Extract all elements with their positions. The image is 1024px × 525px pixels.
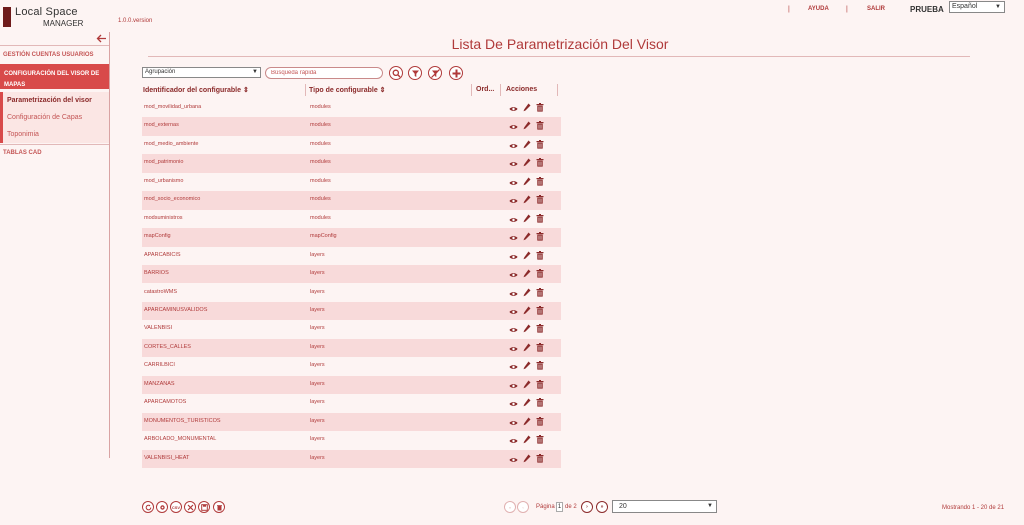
column-header-id[interactable] bbox=[143, 86, 249, 94]
eye-icon bbox=[509, 99, 518, 117]
pencil-icon bbox=[523, 376, 531, 394]
table-row[interactable] bbox=[142, 413, 561, 431]
trash-icon bbox=[536, 265, 544, 283]
page-size-value: 20 bbox=[619, 503, 627, 510]
trash-icon bbox=[536, 228, 544, 246]
filter-button[interactable] bbox=[408, 66, 422, 80]
view-button[interactable] bbox=[508, 288, 518, 298]
app-title: Local Space bbox=[15, 6, 78, 18]
trash-icon bbox=[536, 210, 544, 228]
divider bbox=[0, 45, 109, 46]
sidebar-subitem-viewer-params[interactable]: Parametrización del visor bbox=[0, 92, 109, 109]
view-button[interactable] bbox=[508, 195, 518, 205]
table-row[interactable] bbox=[142, 228, 561, 246]
row-type: layers bbox=[310, 306, 325, 313]
eye-icon bbox=[509, 154, 518, 172]
view-button[interactable] bbox=[508, 232, 518, 242]
delete-button[interactable] bbox=[535, 158, 545, 168]
trash-icon bbox=[536, 136, 544, 154]
eye-icon bbox=[509, 339, 518, 357]
row-type: layers bbox=[310, 454, 325, 461]
edit-button[interactable] bbox=[522, 121, 532, 131]
table-row[interactable] bbox=[142, 320, 561, 338]
row-identifier: catastroWMS bbox=[144, 288, 178, 295]
pencil-icon bbox=[523, 357, 531, 375]
delete-button[interactable] bbox=[535, 288, 545, 298]
trash-icon bbox=[536, 357, 544, 375]
table-row[interactable] bbox=[142, 302, 561, 320]
delete-button[interactable] bbox=[535, 232, 545, 242]
page-total: de 2 bbox=[565, 504, 577, 510]
view-button[interactable] bbox=[508, 214, 518, 224]
trash-icon bbox=[536, 191, 544, 209]
table-row[interactable] bbox=[142, 265, 561, 283]
app-version: 1.0.0.version bbox=[118, 18, 153, 24]
column-divider bbox=[471, 84, 472, 96]
view-button[interactable] bbox=[508, 251, 518, 261]
view-button[interactable] bbox=[508, 121, 518, 131]
search-button[interactable] bbox=[389, 66, 403, 80]
plus-icon bbox=[452, 69, 461, 78]
row-type: modules bbox=[310, 159, 331, 166]
save-button[interactable] bbox=[198, 501, 210, 513]
row-identifier: mod_externas bbox=[144, 122, 179, 129]
column-divider bbox=[305, 84, 306, 96]
table-row[interactable] bbox=[142, 210, 561, 228]
pencil-icon bbox=[523, 136, 531, 154]
row-type: modules bbox=[310, 214, 331, 221]
current-user: PRUEBA bbox=[910, 5, 944, 14]
eye-icon bbox=[509, 136, 518, 154]
column-header-id-label: Identificador del configurable bbox=[143, 87, 242, 94]
edit-button[interactable] bbox=[522, 177, 532, 187]
eye-icon bbox=[509, 413, 518, 431]
trash-icon bbox=[536, 302, 544, 320]
column-header-type-label: Tipo de configurable bbox=[309, 87, 378, 94]
sidebar-subitem-layers-config[interactable]: Configuración de Capas bbox=[0, 109, 109, 126]
table-row[interactable] bbox=[142, 376, 561, 394]
delete-button[interactable] bbox=[535, 121, 545, 131]
pencil-icon bbox=[523, 191, 531, 209]
table-row[interactable] bbox=[142, 247, 561, 265]
delete-button[interactable] bbox=[535, 177, 545, 187]
row-identifier: MONUMENTOS_TURISTICOS bbox=[144, 417, 221, 424]
row-type: layers bbox=[310, 436, 325, 443]
delete-button[interactable] bbox=[535, 140, 545, 150]
pencil-icon bbox=[523, 247, 531, 265]
trash-icon bbox=[536, 431, 544, 449]
view-button[interactable] bbox=[508, 343, 518, 353]
row-type: modules bbox=[310, 140, 331, 147]
sidebar-subitem-toponymy[interactable]: Toponimia bbox=[0, 126, 109, 143]
language-value: Español bbox=[952, 3, 978, 10]
row-identifier: CARRILBICI bbox=[144, 362, 175, 369]
eye-icon bbox=[509, 320, 518, 338]
column-header-order[interactable]: Ord... bbox=[476, 86, 495, 93]
edit-button[interactable] bbox=[522, 435, 532, 445]
refresh-button[interactable] bbox=[142, 501, 154, 513]
row-type: modules bbox=[310, 104, 331, 110]
eye-icon bbox=[509, 265, 518, 283]
view-button[interactable] bbox=[508, 454, 518, 464]
column-header-actions: Acciones bbox=[506, 86, 538, 93]
eye-icon bbox=[509, 173, 518, 191]
pencil-icon bbox=[523, 431, 531, 449]
trash-icon bbox=[536, 284, 544, 302]
export-csv-button[interactable]: CSV bbox=[170, 501, 182, 513]
view-button[interactable] bbox=[508, 269, 518, 279]
delete-button[interactable] bbox=[535, 214, 545, 224]
row-type: layers bbox=[310, 380, 325, 387]
table-row[interactable] bbox=[142, 154, 561, 172]
edit-button[interactable] bbox=[522, 140, 532, 150]
row-type: layers bbox=[310, 343, 325, 350]
view-button[interactable] bbox=[508, 177, 518, 187]
clear-filter-button[interactable] bbox=[428, 66, 442, 80]
row-identifier: APARCABICIS bbox=[144, 251, 181, 258]
eye-icon bbox=[509, 284, 518, 302]
divider bbox=[0, 144, 109, 145]
row-identifier: APARCAMOTOS bbox=[144, 399, 187, 406]
trash-icon bbox=[536, 99, 544, 117]
row-identifier: mod_movilidad_urbana bbox=[144, 104, 202, 110]
row-identifier: BARRIOS bbox=[144, 270, 169, 277]
pencil-icon bbox=[523, 413, 531, 431]
row-identifier: mapConfig bbox=[144, 233, 171, 240]
pencil-icon bbox=[523, 99, 531, 117]
gear-icon bbox=[159, 504, 166, 511]
eye-icon bbox=[509, 247, 518, 265]
header-separator: | bbox=[846, 6, 848, 13]
row-type: layers bbox=[310, 362, 325, 369]
pencil-icon bbox=[523, 339, 531, 357]
edit-button[interactable] bbox=[522, 214, 532, 224]
row-type: mapConfig bbox=[310, 233, 337, 240]
table-row[interactable] bbox=[142, 450, 561, 468]
eye-icon bbox=[509, 357, 518, 375]
row-identifier: VALENBISI_HEAT bbox=[144, 454, 190, 461]
chevron-down-icon: ▼ bbox=[707, 503, 713, 509]
view-button[interactable] bbox=[508, 435, 518, 445]
app-subtitle: MANAGER bbox=[43, 19, 84, 28]
edit-button[interactable] bbox=[522, 417, 532, 427]
delete-button[interactable] bbox=[535, 435, 545, 445]
delete-button[interactable] bbox=[535, 269, 545, 279]
table-row[interactable] bbox=[142, 394, 561, 412]
delete-all-button[interactable] bbox=[213, 501, 225, 513]
eye-icon bbox=[509, 394, 518, 412]
edit-button[interactable] bbox=[522, 288, 532, 298]
view-button[interactable] bbox=[508, 324, 518, 334]
row-type: layers bbox=[310, 270, 325, 277]
sidebar bbox=[0, 32, 110, 458]
page-size-select[interactable] bbox=[612, 500, 717, 513]
edit-button[interactable] bbox=[522, 251, 532, 261]
row-identifier: mod_patrimonio bbox=[144, 159, 184, 166]
trash-icon bbox=[536, 173, 544, 191]
pencil-icon bbox=[523, 284, 531, 302]
row-type: layers bbox=[310, 251, 325, 258]
delete-button[interactable] bbox=[535, 251, 545, 261]
grouping-value: Agrupación bbox=[145, 69, 176, 75]
row-type: layers bbox=[310, 288, 325, 295]
edit-button[interactable] bbox=[522, 232, 532, 242]
view-button[interactable] bbox=[508, 417, 518, 427]
eye-icon bbox=[509, 228, 518, 246]
prev-page-button[interactable]: ‹ bbox=[517, 501, 529, 513]
delete-button[interactable] bbox=[535, 343, 545, 353]
excel-icon bbox=[187, 504, 194, 511]
chevron-down-icon: ▼ bbox=[252, 69, 258, 75]
trash-icon bbox=[216, 504, 223, 511]
sort-icon: ⇕ bbox=[242, 87, 249, 94]
search-icon bbox=[392, 69, 401, 78]
page-title: Lista De Parametrización Del Visor bbox=[451, 36, 669, 52]
grouping-select[interactable] bbox=[142, 67, 261, 78]
row-identifier: mod_socio_economico bbox=[144, 196, 201, 203]
edit-button[interactable] bbox=[522, 343, 532, 353]
eye-icon bbox=[509, 431, 518, 449]
view-button[interactable] bbox=[508, 306, 518, 316]
column-header-type[interactable] bbox=[309, 86, 386, 94]
pencil-icon bbox=[523, 228, 531, 246]
view-button[interactable] bbox=[508, 140, 518, 150]
edit-button[interactable] bbox=[522, 103, 532, 113]
row-type: modules bbox=[310, 122, 331, 129]
edit-button[interactable] bbox=[522, 306, 532, 316]
eye-icon bbox=[509, 302, 518, 320]
row-type: modules bbox=[310, 177, 331, 184]
trash-icon bbox=[536, 394, 544, 412]
edit-button[interactable] bbox=[522, 324, 532, 334]
pencil-icon bbox=[523, 320, 531, 338]
header-separator: | bbox=[788, 6, 790, 13]
eye-icon bbox=[509, 210, 518, 228]
row-identifier: CORTES_CALLES bbox=[144, 343, 191, 350]
table-row[interactable] bbox=[142, 357, 561, 375]
delete-button[interactable] bbox=[535, 324, 545, 334]
trash-icon bbox=[536, 339, 544, 357]
delete-button[interactable] bbox=[535, 306, 545, 316]
edit-button[interactable] bbox=[522, 361, 532, 371]
table-row[interactable] bbox=[142, 191, 561, 209]
add-button[interactable] bbox=[449, 66, 463, 80]
eye-icon bbox=[509, 450, 518, 468]
page-label: Página bbox=[536, 504, 555, 510]
pencil-icon bbox=[523, 210, 531, 228]
view-button[interactable] bbox=[508, 361, 518, 371]
view-button[interactable] bbox=[508, 158, 518, 168]
divider bbox=[148, 56, 970, 57]
trash-icon bbox=[536, 450, 544, 468]
trash-icon bbox=[536, 117, 544, 135]
pencil-icon bbox=[523, 302, 531, 320]
pencil-icon bbox=[523, 173, 531, 191]
table-row[interactable] bbox=[142, 339, 561, 357]
filter-icon bbox=[411, 69, 420, 78]
filter-off-icon bbox=[431, 69, 440, 78]
edit-button[interactable] bbox=[522, 398, 532, 408]
row-identifier: APARCAMINUSVALIDOS bbox=[144, 306, 208, 313]
row-type: layers bbox=[310, 325, 325, 332]
export-xls-button[interactable] bbox=[184, 501, 196, 513]
row-identifier: VALENBISI bbox=[144, 325, 173, 332]
help-link[interactable]: AYUDA bbox=[808, 6, 829, 12]
edit-button[interactable] bbox=[522, 158, 532, 168]
pencil-icon bbox=[523, 154, 531, 172]
next-page-button[interactable]: › bbox=[581, 501, 593, 513]
edit-button[interactable] bbox=[522, 195, 532, 205]
page-number-input[interactable]: 1 bbox=[557, 504, 562, 510]
row-type: layers bbox=[310, 417, 325, 424]
pencil-icon bbox=[523, 265, 531, 283]
eye-icon bbox=[509, 191, 518, 209]
chevron-down-icon: ▼ bbox=[995, 4, 1001, 10]
refresh-icon bbox=[145, 504, 152, 511]
delete-button[interactable] bbox=[535, 417, 545, 427]
trash-icon bbox=[536, 413, 544, 431]
edit-button[interactable] bbox=[522, 269, 532, 279]
table-row[interactable] bbox=[142, 284, 561, 302]
sidebar-item-cad-tables[interactable]: TABLAS CAD bbox=[3, 150, 42, 156]
row-identifier: ARBOLADO_MONUMENTAL bbox=[144, 436, 217, 443]
delete-button[interactable] bbox=[535, 361, 545, 371]
pencil-icon bbox=[523, 450, 531, 468]
row-type: layers bbox=[310, 399, 325, 406]
logo-mark bbox=[3, 7, 11, 27]
row-identifier: mod_medio_ambiente bbox=[144, 140, 199, 147]
eye-icon bbox=[509, 376, 518, 394]
delete-button[interactable] bbox=[535, 103, 545, 113]
sidebar-item-user-accounts[interactable]: GESTIÓN CUENTAS USUARIOS bbox=[3, 52, 94, 58]
edit-button[interactable] bbox=[522, 454, 532, 464]
delete-button[interactable] bbox=[535, 195, 545, 205]
row-identifier: mod_urbanismo bbox=[144, 177, 184, 184]
row-identifier: modsuministros bbox=[144, 214, 183, 221]
row-identifier: MANZANAS bbox=[144, 380, 175, 387]
sidebar-item-viewer-config[interactable]: CONFIGURACIÓN DEL VISOR DE MAPAS bbox=[0, 64, 109, 89]
quick-search-input[interactable] bbox=[265, 67, 383, 79]
delete-button[interactable] bbox=[535, 398, 545, 408]
view-button[interactable] bbox=[508, 103, 518, 113]
trash-icon bbox=[536, 247, 544, 265]
trash-icon bbox=[536, 376, 544, 394]
sort-icon: ⇕ bbox=[379, 87, 386, 94]
view-button[interactable] bbox=[508, 380, 518, 390]
table-row[interactable] bbox=[142, 136, 561, 154]
results-count: Mostrando 1 - 20 de 21 bbox=[942, 505, 1005, 511]
pencil-icon bbox=[523, 117, 531, 135]
floppy-icon bbox=[201, 504, 208, 511]
language-select[interactable] bbox=[949, 1, 1005, 13]
column-divider bbox=[557, 84, 558, 96]
settings-button[interactable] bbox=[156, 501, 168, 513]
row-type: modules bbox=[310, 196, 331, 203]
column-divider bbox=[500, 84, 501, 96]
app-header bbox=[0, 0, 1024, 32]
last-page-button[interactable]: » bbox=[596, 501, 608, 513]
first-page-button[interactable]: « bbox=[504, 501, 516, 513]
trash-icon bbox=[536, 154, 544, 172]
eye-icon bbox=[509, 117, 518, 135]
pencil-icon bbox=[523, 394, 531, 412]
delete-button[interactable] bbox=[535, 454, 545, 464]
view-button[interactable] bbox=[508, 398, 518, 408]
delete-button[interactable] bbox=[535, 380, 545, 390]
table-row[interactable] bbox=[142, 173, 561, 191]
table-row[interactable] bbox=[142, 431, 561, 449]
logout-link[interactable]: SALIR bbox=[867, 6, 885, 12]
trash-icon bbox=[536, 320, 544, 338]
table-row[interactable] bbox=[142, 117, 561, 135]
edit-button[interactable] bbox=[522, 380, 532, 390]
table-row[interactable] bbox=[142, 99, 561, 117]
